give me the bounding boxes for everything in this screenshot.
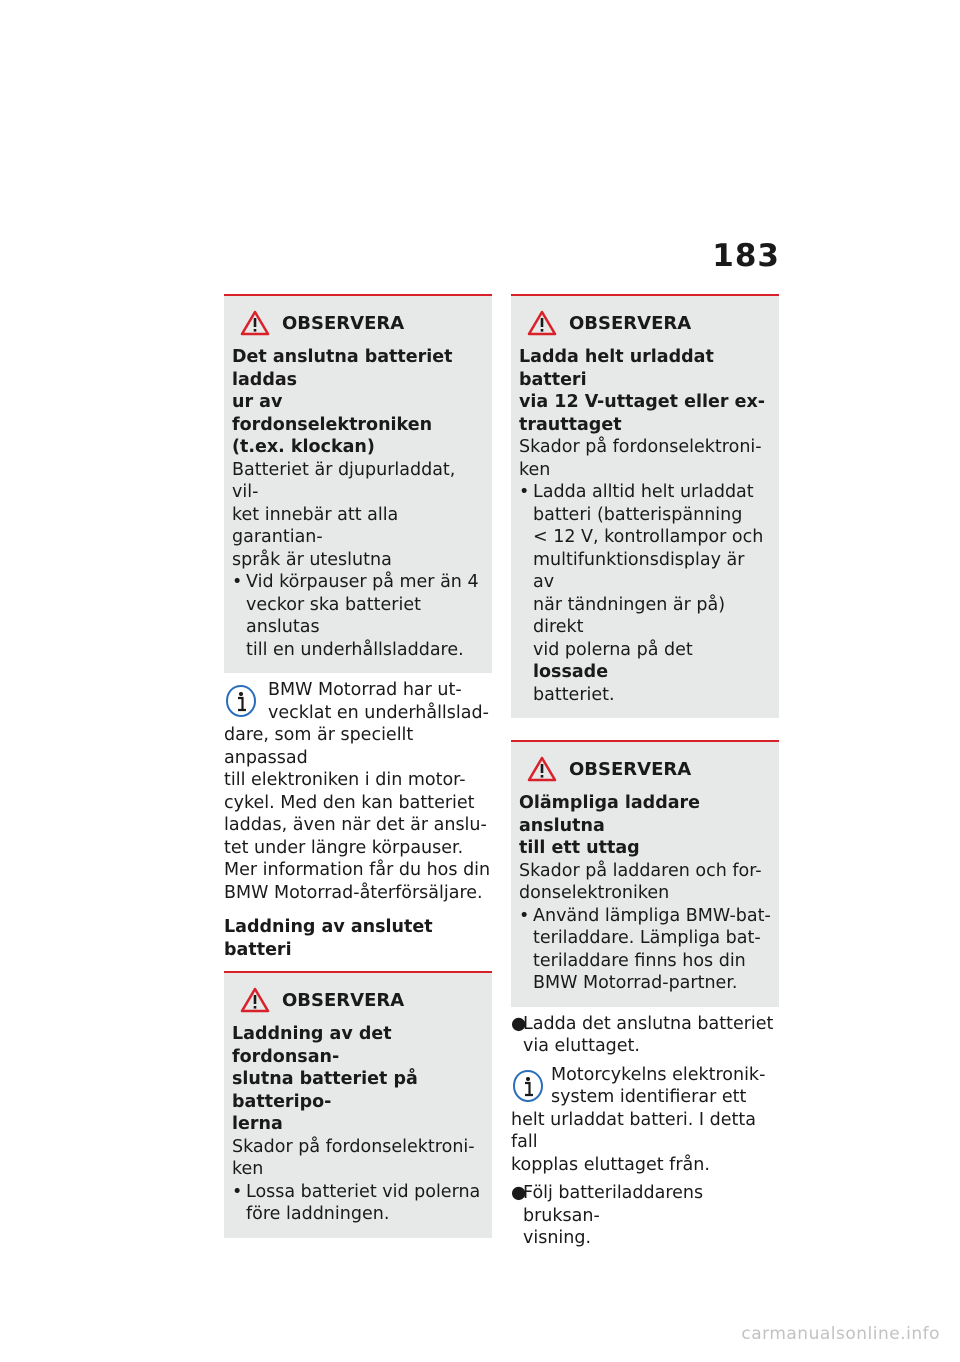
warning-box-unsuitable-charger bbox=[511, 740, 779, 1007]
warning-title: Olämpliga laddare anslutna till ett uttag bbox=[519, 793, 701, 858]
step-item: ● Följ batteriladdarens bruksan- visning. bbox=[511, 1183, 704, 1248]
watermark: carmanualsonline.info bbox=[741, 1324, 940, 1344]
step-item: ● Ladda det anslutna batteriet via eluttaget. bbox=[511, 1013, 774, 1056]
warning-title: Laddning av det fordonsan- slutna batteriet på batteripo- lerna bbox=[232, 1024, 418, 1134]
warning-text: Batteriet är djupurladdat, vil- ket innebär att alla garantian- språk är uteslutna bbox=[232, 459, 456, 570]
warning-box-battery-drain bbox=[224, 294, 492, 673]
warning-icon bbox=[240, 987, 270, 1013]
section-heading: Laddning av anslutet batteri bbox=[224, 917, 433, 960]
warning-heading: OBSERVERA bbox=[282, 989, 405, 1011]
warning-bullet: • Vid körpauser på mer än 4 veckor ska batteriet anslutas till en underhållsladdare. bbox=[232, 571, 484, 661]
warning-text: Skador på fordonselektroni- ken bbox=[519, 437, 762, 480]
warning-icon bbox=[527, 756, 557, 782]
warning-title: Ladda helt urladdat batteri via 12 V-uttaget eller ex- trauttaget bbox=[519, 347, 766, 435]
warning-text: Skador på fordonselektroni- ken bbox=[232, 1136, 475, 1179]
warning-heading: OBSERVERA bbox=[569, 758, 692, 780]
page-number: 183 bbox=[712, 238, 780, 274]
info-paragraph: BMW Motorrad har ut- vecklat en underhållslad- dare, som är speciellt anpassad till elektroniken i din motor- cykel. Med den kan batteriet laddas, även när det är anslu- tet under längre körpauser. Mer information får du hos din BMW Motorrad-återförsäljare. bbox=[224, 680, 491, 903]
warning-box-pole-charging bbox=[224, 971, 492, 1238]
warning-bullet: • Använd lämpliga BMW-bat- teriladdare. Lämpliga bat- teriladdare finns hos din BMW Motorrad-partner. bbox=[519, 905, 771, 995]
info-icon bbox=[224, 683, 258, 721]
left-column bbox=[224, 294, 492, 1238]
warning-icon bbox=[240, 310, 270, 336]
right-column bbox=[511, 294, 779, 1250]
info-paragraph: Motorcykelns elektronik- system identifierar ett helt urladdat batteri. I detta fall kopplas eluttaget från. bbox=[511, 1064, 766, 1175]
warning-title: Det anslutna batteriet laddas ur av fordonselektroniken (t.ex. klockan) bbox=[232, 347, 453, 457]
warning-bullet: • Lossa batteriet vid polerna före laddningen. bbox=[232, 1181, 484, 1226]
warning-heading: OBSERVERA bbox=[282, 312, 405, 334]
warning-heading: OBSERVERA bbox=[569, 312, 692, 334]
warning-icon bbox=[527, 310, 557, 336]
info-icon bbox=[511, 1068, 545, 1106]
warning-text: Skador på laddaren och for- donselektroniken bbox=[519, 860, 762, 903]
warning-bullet: • Ladda alltid helt urladdat batteri (batterispänning < 12 V, kontrollampor och multifunktionsdisplay är av när tändningen är på) direkt vid polerna på det lossade batteriet. bbox=[519, 481, 771, 706]
warning-box-12v-socket bbox=[511, 294, 779, 718]
